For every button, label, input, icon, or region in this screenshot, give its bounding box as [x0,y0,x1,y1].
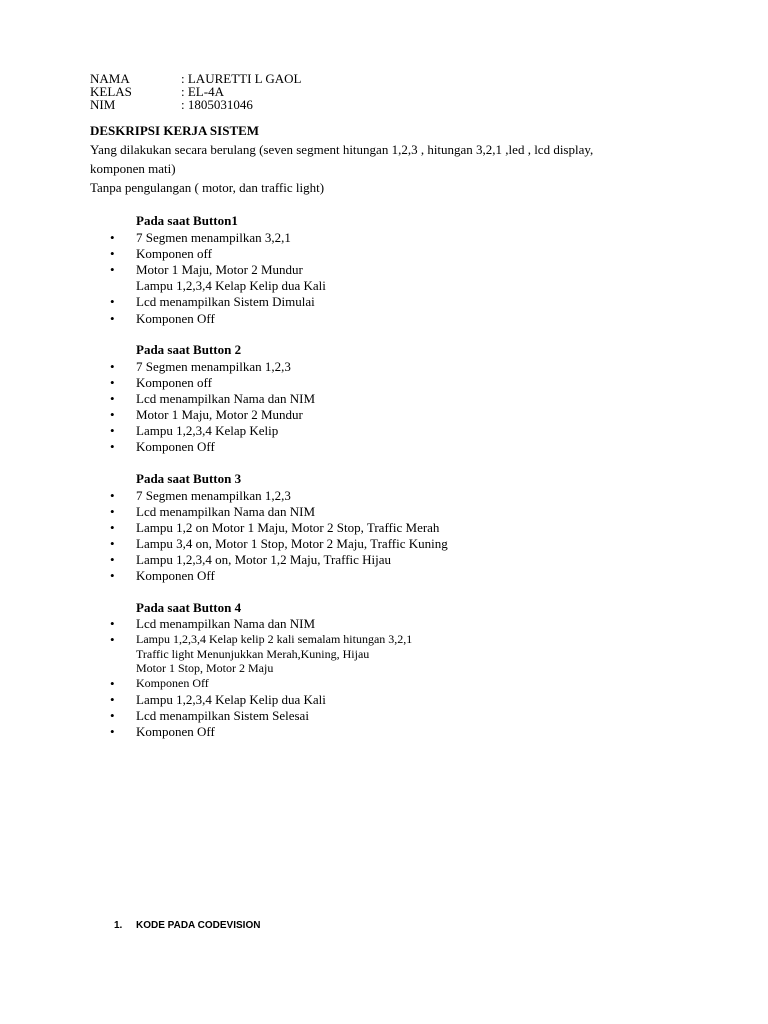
button1-item: Komponen off [136,246,212,261]
bullet: • [110,488,115,503]
button2-item: 7 Segmen menampilkan 1,2,3 [136,359,291,374]
button1-item-continuation: Lampu 1,2,3,4 Kelap Kelip dua Kali [136,278,326,293]
bullet: • [110,676,115,691]
description-heading: DESKRIPSI KERJA SISTEM [90,123,260,138]
bullet: • [110,423,115,438]
section-title: KODE PADA CODEVISION [136,920,261,931]
bullet: • [110,552,115,567]
bullet: • [110,359,115,374]
bullet: • [110,407,115,422]
button4-item-continuation: Traffic light Menunjukkan Merah,Kuning, Hijau [136,647,370,661]
section-number: 1. [114,920,123,931]
nim-label: NIM [90,97,116,112]
button4-item: Komponen Off [136,724,215,739]
button1-title: Pada saat Button1 [136,213,238,228]
button2-item: Komponen off [136,375,212,390]
kelas-label: KELAS [90,84,132,99]
bullet: • [110,632,115,647]
description-line-2: komponen mati) [90,161,176,176]
button1-item: 7 Segmen menampilkan 3,2,1 [136,230,291,245]
bullet: • [110,262,115,277]
button4-item: Lcd menampilkan Nama dan NIM [136,616,316,631]
bullet: • [110,536,115,551]
button1-item: Lcd menampilkan Sistem Dimulai [136,294,315,309]
button3-title: Pada saat Button 3 [136,471,242,486]
bullet: • [110,294,115,309]
button2-item: Lcd menampilkan Nama dan NIM [136,391,316,406]
bullet: • [110,520,115,535]
bullet: • [110,724,115,739]
button2-title: Pada saat Button 2 [136,342,242,357]
bullet: • [110,391,115,406]
button3-item: Lampu 3,4 on, Motor 1 Stop, Motor 2 Maju, Traffic Kuning [136,536,448,551]
bullet: • [110,616,115,631]
bullet: • [110,230,115,245]
button4-item: Lcd menampilkan Sistem Selesai [136,708,309,723]
button3-item: Lcd menampilkan Nama dan NIM [136,504,316,519]
bullet: • [110,568,115,583]
description-line-1: Yang dilakukan secara berulang (seven segment hitungan 1,2,3 , hitungan 3,2,1 ,led , lcd display, [90,142,594,157]
button2-item: Lampu 1,2,3,4 Kelap Kelip [136,423,279,438]
button1-item: Komponen Off [136,311,215,326]
nama-value: : LAURETTI L GAOL [181,71,302,86]
bullet: • [110,708,115,723]
button2-item: Komponen Off [136,439,215,454]
bullet: • [110,311,115,326]
bullet: • [110,439,115,454]
button3-item: Komponen Off [136,568,215,583]
nama-label: NAMA [90,71,130,86]
button3-item: Lampu 1,2 on Motor 1 Maju, Motor 2 Stop, Traffic Merah [136,520,440,535]
button1-item: Motor 1 Maju, Motor 2 Mundur [136,262,303,277]
button2-item: Motor 1 Maju, Motor 2 Mundur [136,407,303,422]
bullet: • [110,375,115,390]
button4-item-continuation: Motor 1 Stop, Motor 2 Maju [136,661,274,675]
button4-item: Lampu 1,2,3,4 Kelap kelip 2 kali semalam hitungan 3,2,1 [136,632,413,646]
button4-item: Lampu 1,2,3,4 Kelap Kelip dua Kali [136,692,326,707]
description-line-3: Tanpa pengulangan ( motor, dan traffic light) [90,180,325,195]
button3-item: Lampu 1,2,3,4 on, Motor 1,2 Maju, Traffic Hijau [136,552,392,567]
bullet: • [110,692,115,707]
bullet: • [110,504,115,519]
button3-item: 7 Segmen menampilkan 1,2,3 [136,488,291,503]
bullet: • [110,246,115,261]
button4-item: Komponen Off [136,676,209,690]
button4-title: Pada saat Button 4 [136,600,242,615]
kelas-value: : EL-4A [181,84,224,99]
nim-value: : 1805031046 [181,97,253,112]
